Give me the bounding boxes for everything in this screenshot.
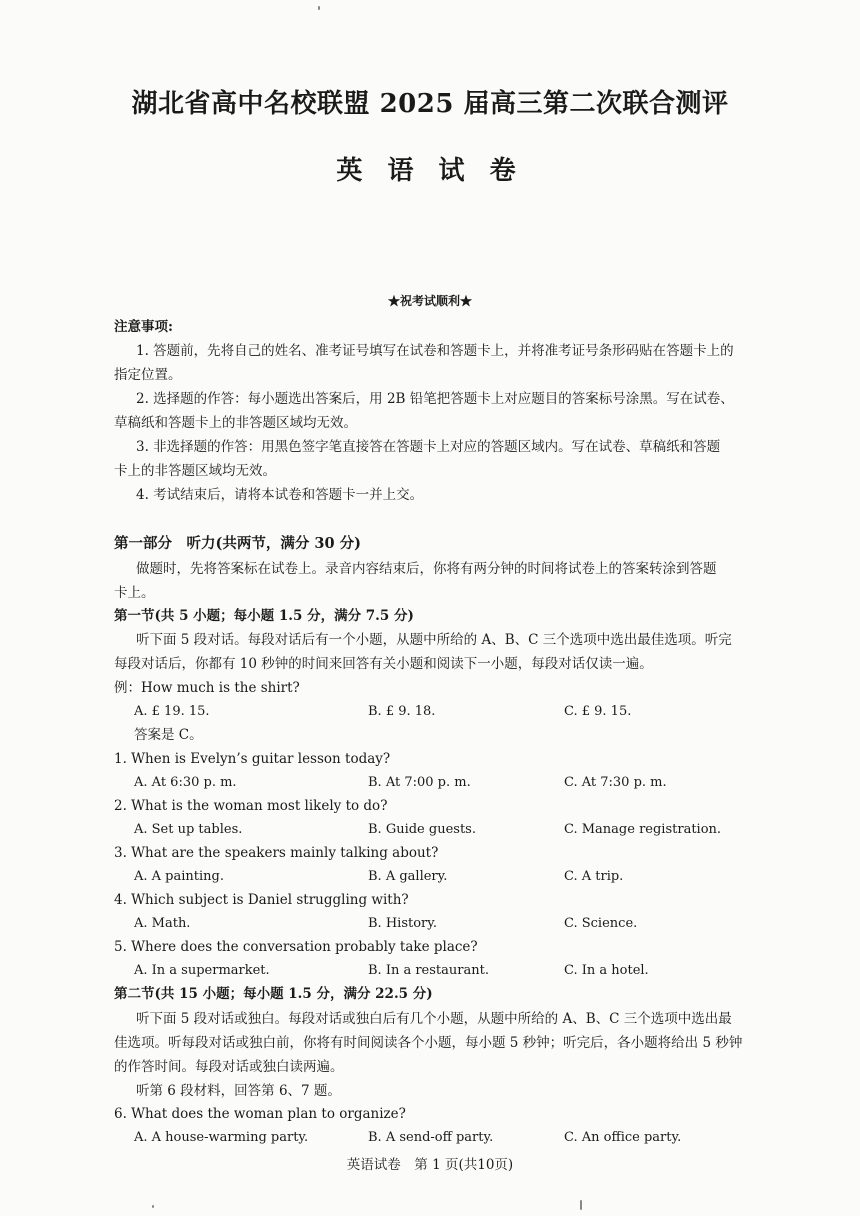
question-1-option-a: A. At 6:30 p. m. <box>134 775 237 790</box>
question-3: 3. What are the speakers mainly talking about? <box>114 845 439 861</box>
question-1-option-c: C. At 7:30 p. m. <box>564 775 667 790</box>
question-6-option-a: A. A house-warming party. <box>134 1130 309 1145</box>
exam-title: 湖北省高中名校联盟 2025 届高三第二次联合测评 <box>131 89 729 119</box>
note-2-line-1: 2. 选择题的作答：每小题选出答案后，用 2B 铅笔把答题卡上对应题目的答案标号涂黑。写在试卷、 <box>136 391 734 407</box>
section2-instr-line-2: 佳选项。听每段对话或独白前，你将有时间阅读各个小题，每小题 5 秒钟；听完后，各小题将给出 5 秒钟 <box>114 1035 743 1051</box>
note-3-line-2: 卡上的非答题区域均无效。 <box>114 463 276 479</box>
part1-heading: 第一部分 听力(共两节，满分 30 分) <box>114 535 361 552</box>
good-luck-banner: ★祝考试顺利★ <box>387 294 472 308</box>
question-4-option-b: B. History. <box>368 916 437 931</box>
question-3-option-c: C. A trip. <box>564 869 624 884</box>
note-3-line-1: 3. 非选择题的作答：用黑色签字笔直接答在答题卡上对应的答题区域内。写在试卷、草稿纸和答题 <box>136 439 721 455</box>
part1-intro-line-1: 做题时，先将答案标在试卷上。录音内容结束后，你将有两分钟的时间将试卷上的答案转涂到答题 <box>136 561 717 577</box>
scan-speck <box>580 1200 582 1210</box>
example-option-a: A. £ 19. 15. <box>134 704 210 719</box>
question-1: 1. When is Evelyn’s guitar lesson today? <box>114 751 391 767</box>
scan-speck <box>318 6 320 10</box>
example-option-b: B. £ 9. 18. <box>368 704 436 719</box>
question-4-option-c: C. Science. <box>564 916 638 931</box>
question-1-option-b: B. At 7:00 p. m. <box>368 775 471 790</box>
question-2: 2. What is the woman most likely to do? <box>114 798 388 814</box>
question-5-option-b: B. In a restaurant. <box>368 963 489 978</box>
page-footer: 英语试卷 第 1 页(共10页) <box>346 1157 514 1173</box>
section2-instr-line-3: 的作答时间。每段对话或独白读两遍。 <box>114 1059 344 1075</box>
question-5-option-c: C. In a hotel. <box>564 963 649 978</box>
question-6: 6. What does the woman plan to organize? <box>114 1106 406 1122</box>
note-4-line-1: 4. 考试结束后，请将本试卷和答题卡一并上交。 <box>136 487 424 503</box>
question-2-option-b: B. Guide guests. <box>368 822 476 837</box>
question-4: 4. Which subject is Daniel struggling with? <box>114 892 409 908</box>
material-6-instruction: 听第 6 段材料，回答第 6、7 题。 <box>136 1083 341 1099</box>
section1-instr-line-1: 听下面 5 段对话。每段对话后有一个小题，从题中所给的 A、B、C 三个选项中选出最佳选项。听完 <box>136 632 732 648</box>
question-2-option-a: A. Set up tables. <box>134 822 243 837</box>
section2-heading: 第二节(共 15 小题；每小题 1.5 分，满分 22.5 分) <box>114 986 433 1002</box>
question-4-option-a: A. Math. <box>134 916 191 931</box>
example-answer: 答案是 C。 <box>134 727 203 743</box>
question-6-option-c: C. An office party. <box>564 1130 682 1145</box>
section1-instr-line-2: 每段对话后，你都有 10 秒钟的时间来回答有关小题和阅读下一小题，每段对话仅读一遍。 <box>114 656 653 672</box>
question-2-option-c: C. Manage registration. <box>564 822 722 837</box>
part1-intro-line-2: 卡上。 <box>114 585 155 601</box>
note-2-line-2: 草稿纸和答题卡上的非答题区域均无效。 <box>114 415 357 431</box>
scan-speck <box>152 1205 154 1208</box>
note-1-line-1: 1. 答题前，先将自己的姓名、准考证号填写在试卷和答题卡上，并将准考证号条形码贴在答题卡上的 <box>136 343 734 359</box>
question-6-option-b: B. A send-off party. <box>368 1130 494 1145</box>
note-1-line-2: 指定位置。 <box>114 367 182 383</box>
example-option-c: C. £ 9. 15. <box>564 704 632 719</box>
example-question: 例：How much is the shirt? <box>114 680 300 696</box>
section2-instr-line-1: 听下面 5 段对话或独白。每段对话或独白后有几个小题，从题中所给的 A、B、C 三个选项中选出最 <box>136 1011 732 1027</box>
notes-heading: 注意事项: <box>114 319 173 335</box>
question-5-option-a: A. In a supermarket. <box>134 963 270 978</box>
question-3-option-b: B. A gallery. <box>368 869 448 884</box>
exam-subtitle: 英 语 试 卷 <box>336 156 524 186</box>
question-5: 5. Where does the conversation probably take place? <box>114 939 478 955</box>
section1-heading: 第一节(共 5 小题；每小题 1.5 分，满分 7.5 分) <box>114 608 414 624</box>
question-3-option-a: A. A painting. <box>134 869 224 884</box>
